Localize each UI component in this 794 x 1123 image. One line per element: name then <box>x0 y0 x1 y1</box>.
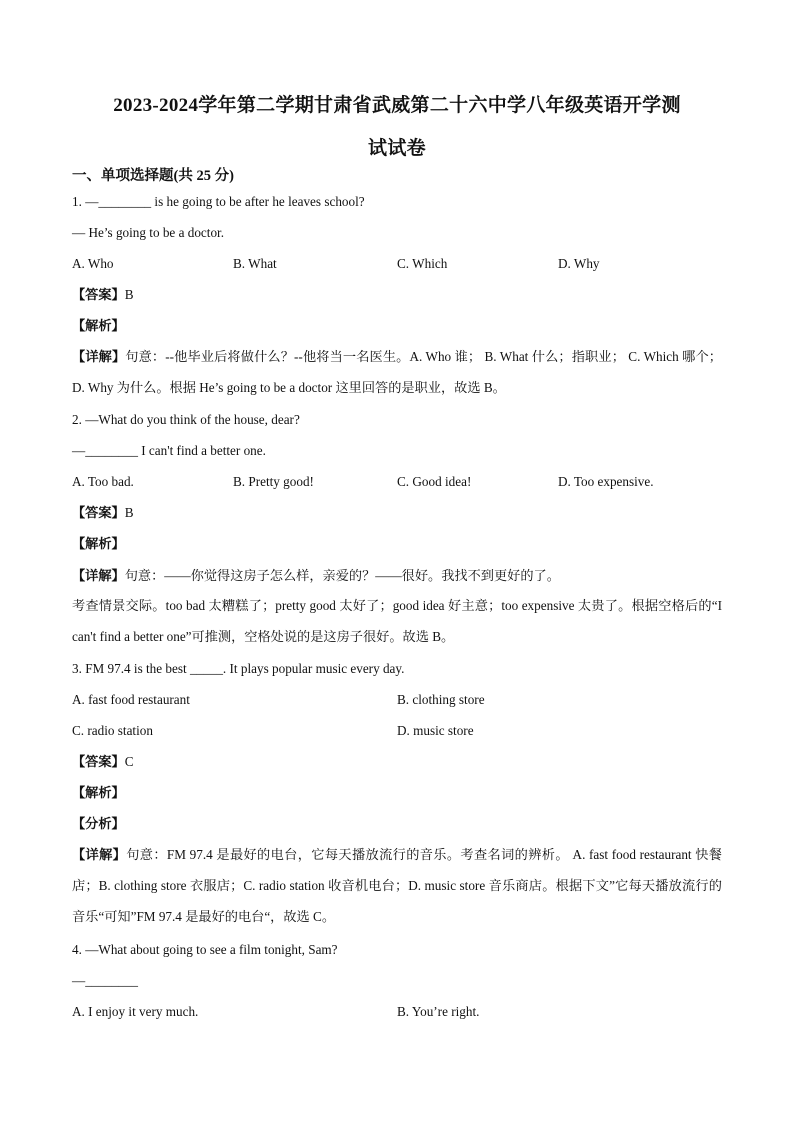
answer-value: C <box>124 754 134 769</box>
q2-detail-1 <box>72 566 560 586</box>
q2-option-c: C. Good idea! <box>397 474 472 489</box>
q4-stem: 4. —What about going to see a film tonight, Sam? <box>72 942 338 957</box>
answer-tag: 【答案】 <box>72 754 125 769</box>
answer-tag: 【答案】 <box>72 287 125 302</box>
q2-option-d: D. Too expensive. <box>558 474 654 489</box>
answer-value: B <box>124 287 134 302</box>
page-title-continued: 试试卷 <box>368 138 426 159</box>
q4-option-a: A. I enjoy it very much. <box>72 1004 199 1019</box>
q2-answer <box>72 503 134 523</box>
detail-tag: 【详解】 <box>72 847 127 862</box>
q2-option-b: B. Pretty good! <box>233 474 314 489</box>
detail-text: 句意：--他毕业后将做什么？--他将当一名医生。A. Who 谁； B. What 什么；指职业； C. Which 哪个； D. Why 为什么。根据 He’s going to be a doctor 这里回答的是职业，故选 B。 <box>72 349 722 395</box>
page-title: 2023-2024学年第二学期甘肃省武威第二十六中学八年级英语开学测 <box>113 95 681 116</box>
q2-analysis-tag: 【解析】 <box>72 536 125 551</box>
q3-answer <box>72 752 134 772</box>
q1-detail <box>72 341 722 403</box>
q3-option-b: B. clothing store <box>397 692 485 707</box>
q1-stem: 1. —________ is he going to be after he leaves school? <box>72 194 365 209</box>
q1-reply: — He’s going to be a doctor. <box>72 225 224 240</box>
q2-option-a: A. Too bad. <box>72 474 134 489</box>
q1-option-a: A. Who <box>72 256 114 271</box>
section-heading: 一、单项选择题(共 25 分) <box>72 168 234 184</box>
q4-option-b: B. You’re right. <box>397 1004 480 1019</box>
q3-option-c: C. radio station <box>72 723 153 738</box>
answer-tag: 【答案】 <box>72 505 125 520</box>
detail-tag: 【详解】 <box>72 568 125 583</box>
detail-tag: 【详解】 <box>72 349 126 364</box>
q3-analyze-tag: 【分析】 <box>72 816 125 831</box>
q1-analysis-tag: 【解析】 <box>72 318 125 333</box>
q2-stem: 2. —What do you think of the house, dear? <box>72 412 300 427</box>
detail-text: 句意：FM 97.4 是最好的电台，它每天播放流行的音乐。考查名词的辨析。 A. fast food restaurant 快餐店；B. clothing store 衣服店；C. radio station 收音机电台；D. music store 音乐商店。根据下文”它每天播放流行的音乐“可知”FM 97.4 是最好的电台“，故选 C。 <box>72 847 722 924</box>
q3-option-a: A. fast food restaurant <box>72 692 190 707</box>
q2-reply: —________ I can't find a better one. <box>72 443 266 458</box>
answer-value: B <box>124 505 134 520</box>
q3-detail <box>72 839 722 932</box>
q3-stem: 3. FM 97.4 is the best _____. It plays popular music every day. <box>72 661 405 676</box>
q3-analysis-tag: 【解析】 <box>72 785 125 800</box>
detail-text: 句意：——你觉得这房子怎么样，亲爱的？——很好。我找不到更好的了。 <box>124 568 560 583</box>
q4-reply: —________ <box>72 973 138 988</box>
q2-detail-2: 考查情景交际。too bad 太糟糕了；pretty good 太好了；good idea 好主意；too expensive 太贵了。根据空格后的“I can't find a better one”可推测，空格处说的是这房子很好。故选 B。 <box>72 598 722 644</box>
q1-option-c: C. Which <box>397 256 448 271</box>
q1-answer <box>72 285 134 305</box>
q1-option-d: D. Why <box>558 256 600 271</box>
q3-option-d: D. music store <box>397 723 474 738</box>
q1-option-b: B. What <box>233 256 277 271</box>
